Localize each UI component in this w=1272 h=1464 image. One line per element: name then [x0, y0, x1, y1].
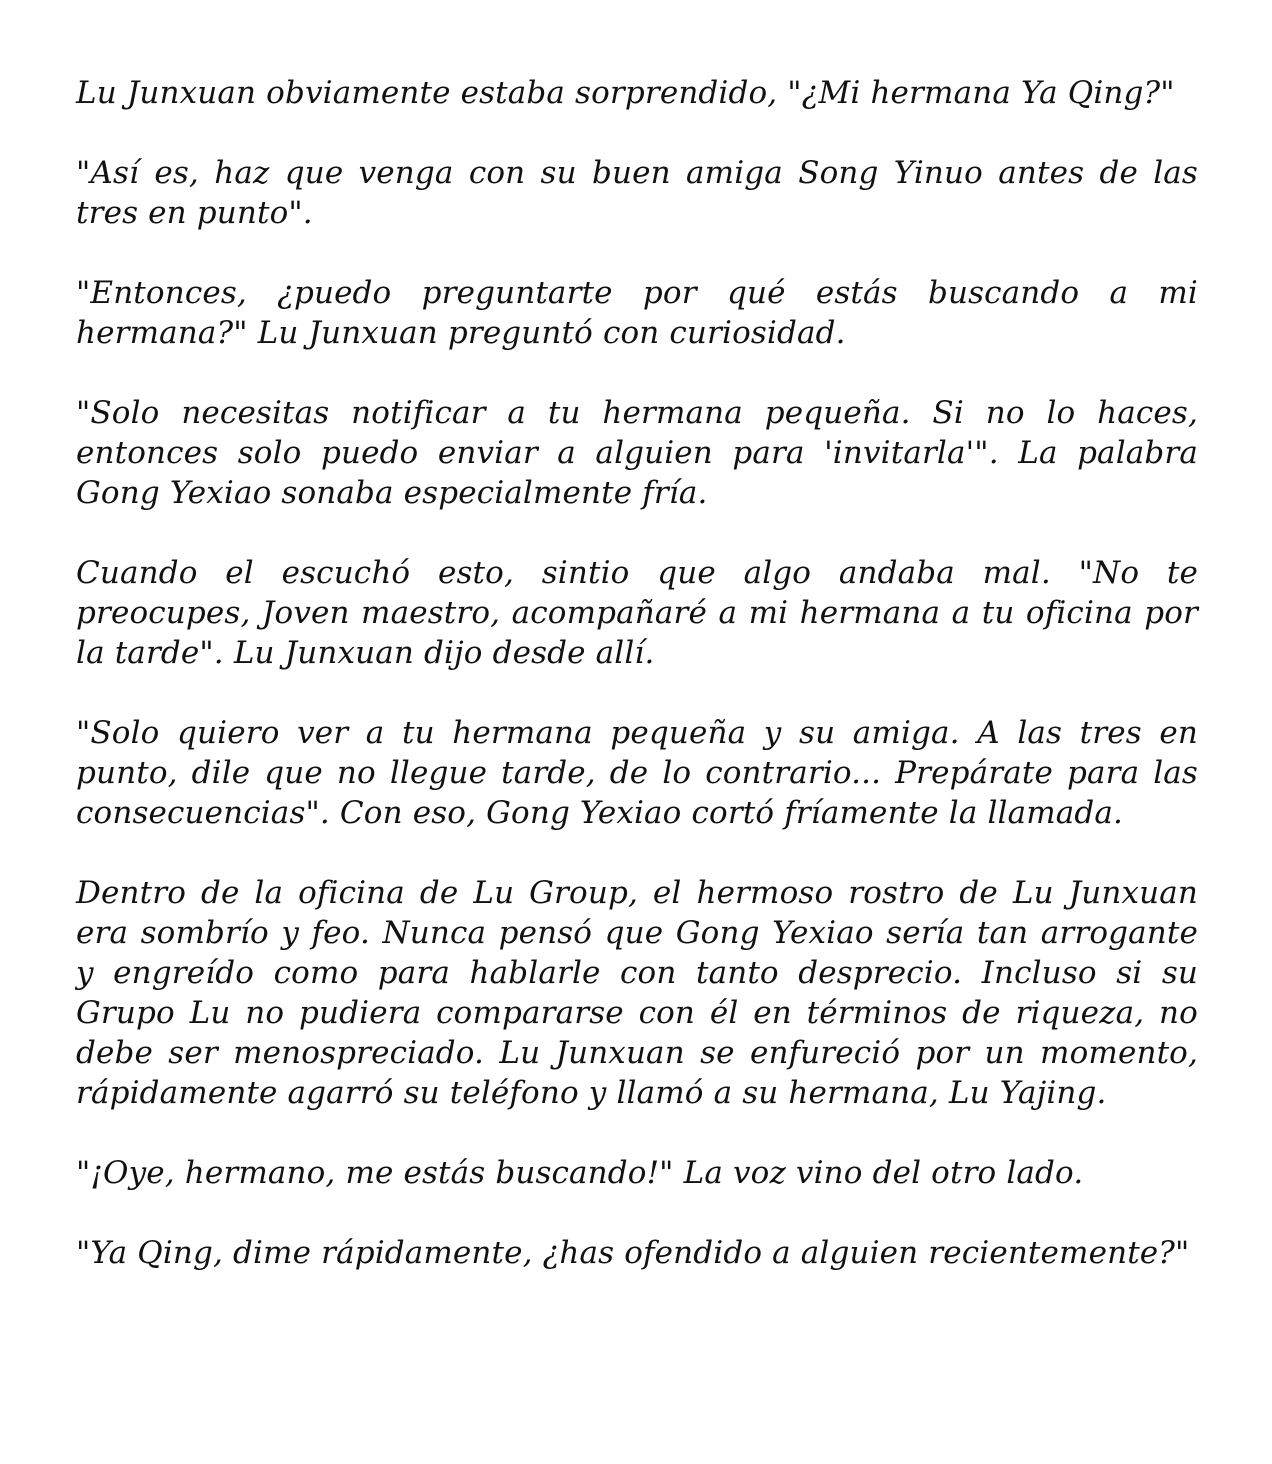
paragraph-1: Lu Junxuan obviamente estaba sorprendido, "¿Mi hermana Ya Qing?": [76, 75, 1175, 111]
paragraph-5: Cuando el escuchó esto, sintio que algo andaba mal. "No te preocupes, Joven maestro, acompañaré a mi hermana a tu oficina por la tarde". Lu Junxuan dijo desde allí.: [76, 555, 1198, 671]
paragraph-9: "Ya Qing, dime rápidamente, ¿has ofendido a alguien recientemente?": [76, 1235, 1190, 1271]
paragraph-8: "¡Oye, hermano, me estás buscando!" La voz vino del otro lado.: [76, 1155, 1084, 1191]
paragraph-2: "Así es, haz que venga con su buen amiga Song Yinuo antes de las tres en punto".: [76, 155, 1198, 231]
paragraph-3: "Entonces, ¿puedo preguntarte por qué estás buscando a mi hermana?" Lu Junxuan preguntó con curiosidad.: [76, 275, 1198, 351]
paragraph-7: Dentro de la oficina de Lu Group, el hermoso rostro de Lu Junxuan era sombrío y feo. Nunca pensó que Gong Yexiao sería tan arrogante y engreído como para hablarle con tanto desprecio. Incluso si su Grupo Lu no pudiera compararse con él en términos de riqueza, no debe ser menospreciado. Lu Junxuan se enfureció por un momento, rápidamente agarró su teléfono y llamó a su hermana, Lu Yajing.: [76, 875, 1198, 1111]
document-page: [76, 73, 1198, 1313]
paragraph-6: "Solo quiero ver a tu hermana pequeña y su amiga. A las tres en punto, dile que no llegue tarde, de lo contrario... Prepárate para las consecuencias". Con eso, Gong Yexiao cortó fríamente la llamada.: [76, 715, 1198, 831]
paragraph-4: "Solo necesitas notificar a tu hermana pequeña. Si no lo haces, entonces solo puedo enviar a alguien para 'invitarla'". La palabra Gong Yexiao sonaba especialmente fría.: [76, 395, 1198, 511]
